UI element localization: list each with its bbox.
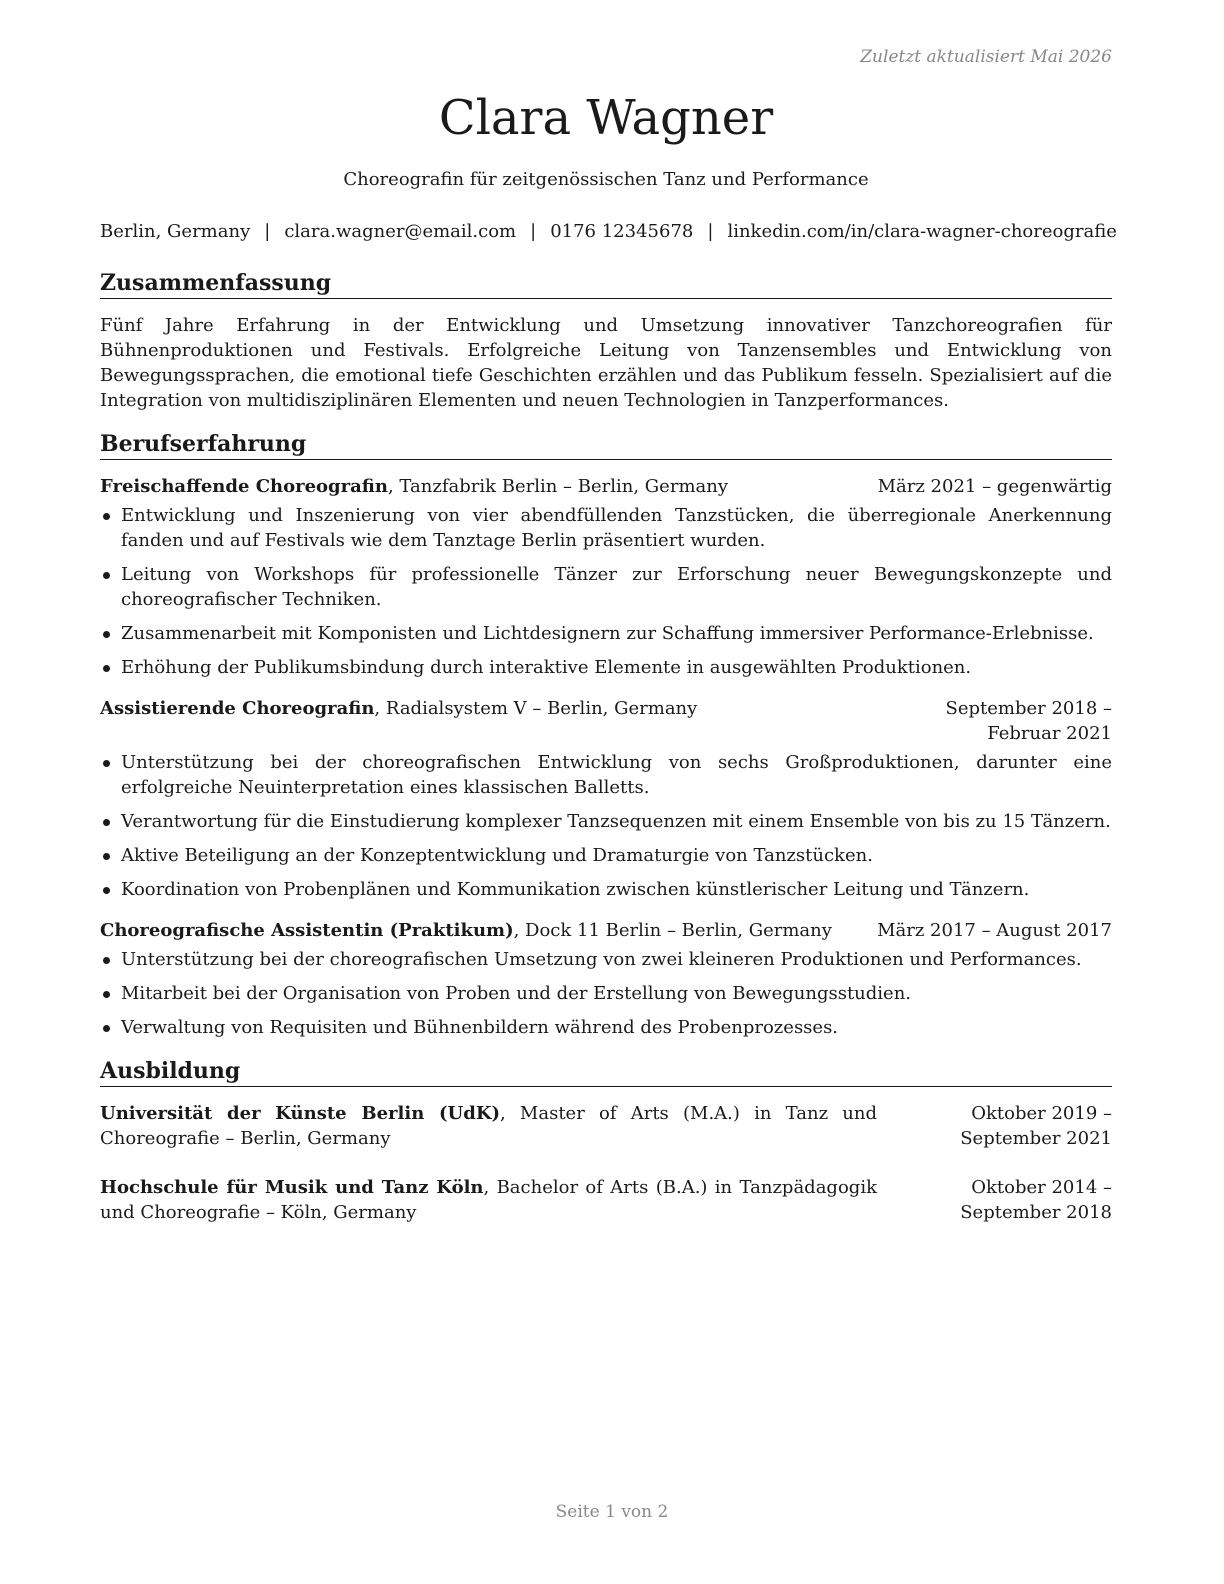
section-heading-experience: Berufserfahrung: [100, 429, 1112, 460]
education-school: Hochschule für Musik und Tanz Köln: [100, 1177, 484, 1198]
job-bullets: [100, 503, 1112, 680]
job-entry: [100, 474, 1112, 680]
job-bullet: Koordination von Probenplänen und Kommunikation zwischen künstlerischer Leitung und Tänzern.: [100, 877, 1112, 902]
section-heading-summary: Zusammenfassung: [100, 268, 1112, 299]
job-org: , Dock 11 Berlin – Berlin, Germany: [513, 920, 832, 941]
job-bullet: Verwaltung von Requisiten und Bühnenbildern während des Probenprozesses.: [100, 1015, 1112, 1040]
job-dates: September 2018 – Februar 2021: [945, 698, 1112, 744]
contact-line: [100, 219, 1117, 244]
experience-section: [100, 429, 1112, 1040]
education-detail: , Master of Arts (M.A.) in Tanz und Choreografie – Berlin, Germany: [100, 1103, 877, 1149]
contact-separator: |: [530, 221, 537, 242]
job-title: Assistierende Choreografin: [100, 698, 375, 719]
job-bullet: Aktive Beteiligung an der Konzeptentwicklung und Dramaturgie von Tanzstücken.: [100, 843, 1112, 868]
job-bullet: Entwicklung und Inszenierung von vier abendfüllenden Tanzstücken, die überregionale Anerkennung fanden und auf Festivals wie dem Tanztage Berlin präsentiert wurden.: [100, 503, 1112, 553]
summary-text: Fünf Jahre Erfahrung in der Entwicklung und Umsetzung innovativer Tanzchoreografien für Bühnenproduktionen und Festivals. Erfolgreiche Leitung von Tanzensembles und Entwicklung von Bewegungssprachen, die emotional tiefe Geschichten erzählen und das Publikum fesseln. Spezialisiert auf die Integration von multidisziplinären Elementen und neuen Technologien in Tanzperformances.: [100, 315, 1112, 411]
job-bullets: [100, 750, 1112, 902]
section-heading-education: Ausbildung: [100, 1056, 1112, 1087]
job-title: Freischaffende Choreografin: [100, 476, 388, 497]
job-dates: März 2017 – August 2017: [877, 920, 1112, 941]
page-number: Seite 1 von 2: [555, 1502, 669, 1522]
resume-content: [100, 268, 1112, 1225]
job-entry: [100, 696, 1112, 902]
job-bullet: Zusammenarbeit mit Komponisten und Lichtdesignern zur Schaffung immersiver Performance-Erlebnisse.: [100, 621, 1112, 646]
contact-separator: |: [264, 221, 271, 242]
job-org: , Tanzfabrik Berlin – Berlin, Germany: [387, 476, 728, 497]
education-entry: [100, 1101, 1112, 1151]
contact-separator: |: [707, 221, 714, 242]
contact-location: Berlin, Germany: [100, 221, 251, 242]
education-detail: , Bachelor of Arts (B.A.) in Tanzpädagogik und Choreografie – Köln, Germany: [100, 1177, 877, 1223]
education-school: Universität der Künste Berlin (UdK): [100, 1103, 500, 1124]
job-bullet: Erhöhung der Publikumsbindung durch interaktive Elemente in ausgewählten Produktionen.: [100, 655, 1112, 680]
job-title: Choreografische Assistentin (Praktikum): [100, 920, 514, 941]
job-entry: [100, 918, 1112, 1040]
job-bullet: Leitung von Workshops für professionelle Tänzer zur Erforschung neuer Bewegungskonzepte und choreografischer Techniken.: [100, 562, 1112, 612]
job-bullet: Mitarbeit bei der Organisation von Proben und der Erstellung von Bewegungsstudien.: [100, 981, 1112, 1006]
tagline: Choreografin für zeitgenössischen Tanz und Performance: [343, 169, 869, 190]
job-org: , Radialsystem V – Berlin, Germany: [374, 698, 698, 719]
job-bullet: Verantwortung für die Einstudierung komplexer Tanzsequenzen mit einem Ensemble von bis zu 15 Tänzern.: [100, 809, 1112, 834]
contact-linkedin[interactable]: linkedin.com/in/clara-wagner-choreografie: [727, 221, 1117, 242]
education-dates: Oktober 2014 – September 2018: [960, 1177, 1112, 1223]
candidate-name: Clara Wagner: [438, 90, 774, 146]
contact-email[interactable]: clara.wagner@email.com: [284, 221, 517, 242]
education-section: [100, 1056, 1112, 1225]
job-dates: März 2021 – gegenwärtig: [877, 476, 1112, 497]
job-bullet: Unterstützung bei der choreografischen Entwicklung von sechs Großproduktionen, darunter eine erfolgreiche Neuinterpretation eines klassischen Balletts.: [100, 750, 1112, 800]
education-dates: Oktober 2019 – September 2021: [960, 1103, 1112, 1149]
job-bullets: [100, 947, 1112, 1040]
contact-phone[interactable]: 0176 12345678: [550, 221, 694, 242]
last-updated: Zuletzt aktualisiert Mai 2026: [860, 47, 1112, 67]
education-entry: [100, 1175, 1112, 1225]
job-bullet: Unterstützung bei der choreografischen Umsetzung von zwei kleineren Produktionen und Performances.: [100, 947, 1112, 972]
summary-section: [100, 268, 1112, 413]
